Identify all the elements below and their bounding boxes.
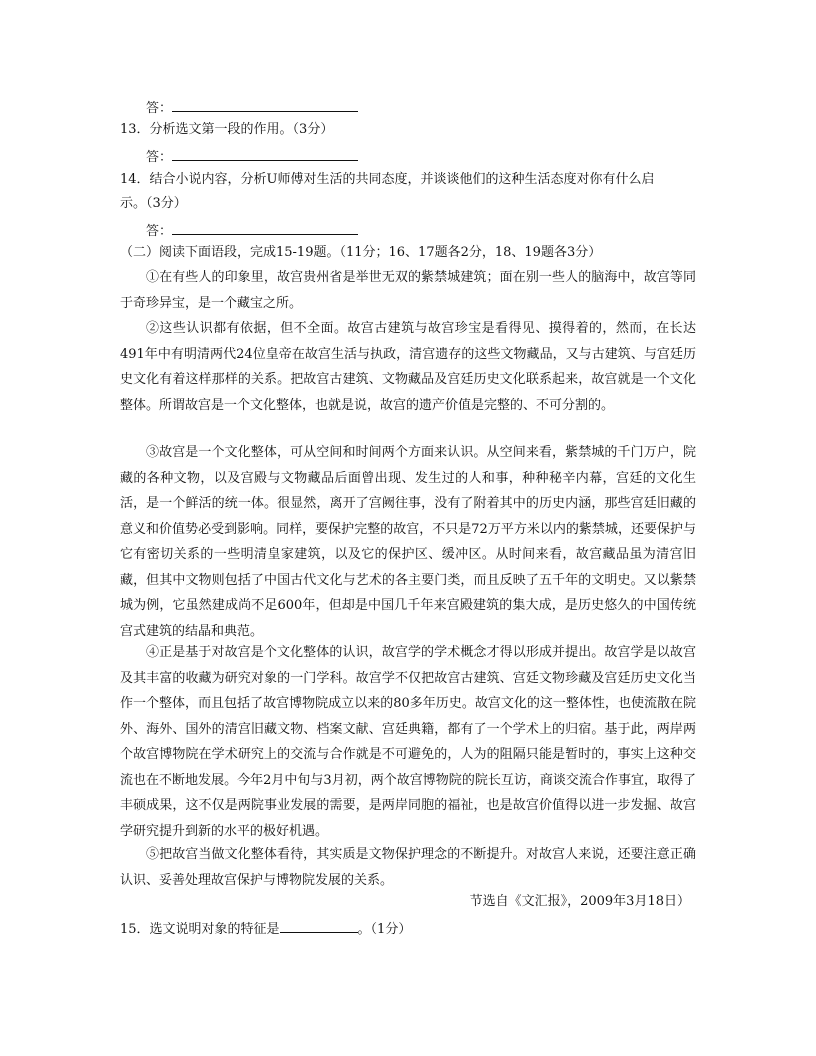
answer-blank [280, 919, 358, 933]
answer-blank [172, 98, 358, 112]
answer-line-12 [146, 98, 358, 117]
paragraph-1: ①在有些人的印象里，故宫贵州省是举世无双的紫禁城建筑；面在别一些人的脑海中，故宫等同于奇珍异宝，是一个藏宝之所。 [120, 270, 696, 311]
paragraph-3: ③故宫是一个文化整体，可从空间和时间两个方面来认识。从空间来看，紫禁城的千门万户，院藏的各种文物，以及宫殿与文物藏品后面曾出现、发生过的人和事，种种秘辛内幕，宫廷的文化生活，是一个鲜活的统一体。很显然，离开了宫阙往事，没有了附着其中的历史内涵，那些宫廷旧藏的意义和价值势必受到影响。同样，要保护完整的故宫，不只是72万平方米以内的紫禁城，还要保护与它有密切关系的一些明清皇家建筑，以及它的保护区、缓冲区。从时间来看，故宫藏品虽为清宫旧藏，但其中文物则包括了中国古代文化与艺术的各主要门类，而且反映了五千年的文明史。又以紫禁城为例，它虽然建成尚不足600年，但却是中国几千年来宫殿建筑的集大成，是历史悠久的中国传统宫式建筑的结晶和典范。 [120, 445, 696, 639]
question-13: 13．分析选文第一段的作用。（3分） [120, 122, 334, 137]
answer-blank [172, 221, 358, 235]
section-intro: （二）阅读下面语段，完成15-19题。（11分；16、17题各2分，18、19题各3分） [120, 245, 602, 260]
question-14-line-2: 示。（3分） [120, 196, 187, 211]
answer-line-14 [146, 221, 358, 240]
answer-label: 答： [146, 224, 173, 239]
paragraph-5: ⑤把故宫当做文化整体看待，其实质是文物保护理念的不断提升。对故宫人来说，还要注意正确认识、妥善处理故宫保护与博物院发展的关系。 [120, 847, 696, 888]
question-15-prefix: 15．选文说明对象的特征是 [120, 922, 280, 937]
question-15 [120, 919, 411, 938]
answer-label: 答： [146, 150, 173, 165]
question-15-suffix: 。（1分） [357, 922, 412, 937]
paragraph-2: ②这些认识都有依据，但不全面。故宫古建筑与故宫珍宝是看得见、摸得着的，然而，在长达491年中有明清两代24位皇帝在故宫生活与执政，清宫遗存的这些文物藏品，又与古建筑、与宫廷历史文化有着这样那样的关系。把故宫古建筑、文物藏品及宫廷历史文化联系起来，故宫就是一个文化整体。所谓故宫是一个文化整体，也就是说，故宫的遗产价值是完整的、不可分割的。 [120, 321, 696, 413]
question-14-line-1: 14．结合小说内容，分析U师傅对生活的共同态度，并谈谈他们的这种生活态度对你有什么启 [120, 172, 655, 187]
answer-label: 答： [146, 101, 173, 116]
source-citation: 节选自《文汇报》，2009年3月18日） [469, 894, 690, 909]
answer-line-13 [146, 147, 358, 166]
paragraph-4: ④正是基于对故宫是个文化整体的认识，故宫学的学术概念才得以形成并提出。故宫学是以故宫及其丰富的收藏为研究对象的一门学科。故宫学不仅把故宫古建筑、宫廷文物珍藏及宫廷历史文化当作一个整体，而且包括了故宫博物院成立以来的80多年历史。故宫文化的这一整体性，也使流散在院外、海外、国外的清宫旧藏文物、档案文献、宫廷典籍，都有了一个学术上的归宿。基于此，两岸两个故宫博物院在学术研究上的交流与合作就是不可避免的，人为的阻隔只能是暂时的，事实上这种交流也在不断地发展。今年2月中旬与3月初，两个故宫博物院的院长互访，商谈交流合作事宜，取得了丰硕成果，这不仅是两院事业发展的需要，是两岸同胞的福祉，也是故宫价值得以进一步发掘、故宫学研究提升到新的水平的极好机遇。 [120, 645, 696, 839]
answer-blank [172, 147, 358, 161]
